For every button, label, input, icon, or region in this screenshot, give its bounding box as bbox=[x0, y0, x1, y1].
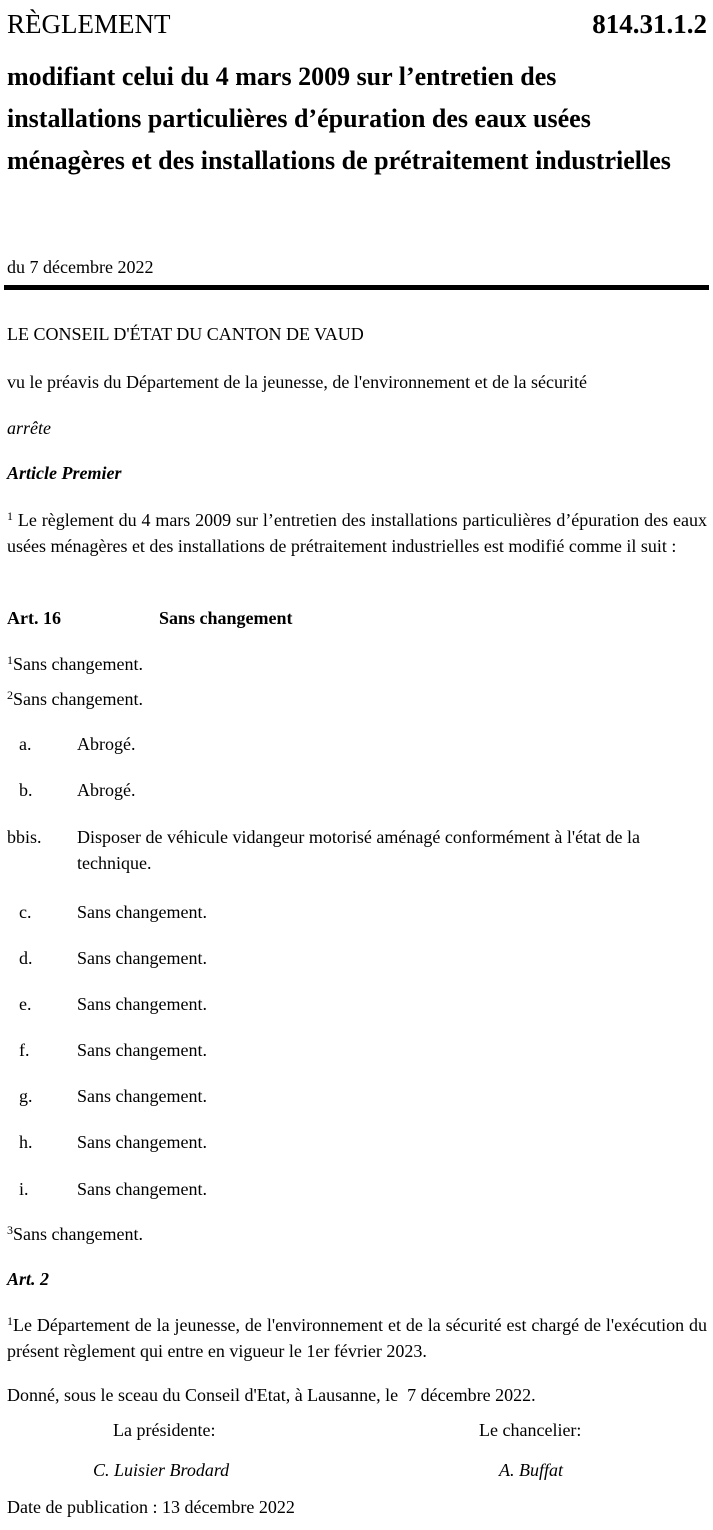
paragraph-number: 1 bbox=[7, 509, 13, 523]
signature-right-role: Le chancelier: bbox=[479, 1420, 582, 1440]
list-item-text: Disposer de véhicule vidangeur motorisé aménagé conformément à l'état de la technique. bbox=[77, 827, 641, 873]
article-premier-text: Le règlement du 4 mars 2009 sur l’entretien des installations particulières d’épuration des eaux usées ménagères et des installations de prétraitement industrielles est modifié comme il suit : bbox=[7, 510, 707, 556]
list-item-text: Sans changement. bbox=[77, 1132, 207, 1152]
paragraph-number: 3 bbox=[7, 1223, 13, 1237]
list-item-text: Sans changement. bbox=[77, 1040, 207, 1060]
signature-right-name: A. Buffat bbox=[499, 1460, 563, 1480]
paragraph-number: 1 bbox=[7, 653, 13, 667]
authority: LE CONSEIL D'ÉTAT DU CANTON DE VAUD bbox=[7, 324, 364, 344]
list-item-label: c. bbox=[19, 902, 32, 922]
art16-al1-text: Sans changement. bbox=[13, 654, 143, 674]
given-statement: Donné, sous le sceau du Conseil d'Etat, à Lausanne, le 7 décembre 2022. bbox=[7, 1385, 536, 1405]
list-item-bbis bbox=[7, 824, 707, 876]
art16-al1 bbox=[7, 652, 143, 676]
paragraph-number: 1 bbox=[7, 1314, 13, 1328]
art16-subtitle: Sans changement bbox=[159, 608, 293, 628]
list-item-text: Sans changement. bbox=[77, 1179, 207, 1199]
document-kind: RÈGLEMENT bbox=[7, 9, 171, 39]
list-item-label: f. bbox=[19, 1040, 30, 1060]
list-item-label: d. bbox=[19, 948, 33, 968]
list-item-text: Sans changement. bbox=[77, 948, 207, 968]
signature-left-role: La présidente: bbox=[113, 1420, 216, 1440]
art16-al3-text: Sans changement. bbox=[13, 1224, 143, 1244]
document-date: du 7 décembre 2022 bbox=[7, 257, 154, 277]
art16-al2 bbox=[7, 687, 143, 711]
paragraph-number: 2 bbox=[7, 688, 13, 702]
art2-heading: Art. 2 bbox=[7, 1269, 50, 1289]
list-item-text: Sans changement. bbox=[77, 994, 207, 1014]
header-divider bbox=[4, 285, 709, 290]
arrete: arrête bbox=[7, 418, 51, 438]
publication-date: Date de publication : 13 décembre 2022 bbox=[7, 1497, 295, 1517]
art16-al3 bbox=[7, 1222, 143, 1246]
list-item-label: e. bbox=[19, 994, 32, 1014]
article-premier-heading: Article Premier bbox=[7, 463, 122, 483]
document-title: modifiant celui du 4 mars 2009 sur l’entretien des installations particulières d’épuration des eaux usées ménagères et des installations de prétraitement industrielles bbox=[7, 62, 671, 175]
list-item-label: i. bbox=[19, 1179, 29, 1199]
list-item-label: bbis. bbox=[7, 827, 42, 847]
art16-al2-text: Sans changement. bbox=[13, 689, 143, 709]
signature-left-name: C. Luisier Brodard bbox=[93, 1460, 230, 1480]
preavis: vu le préavis du Département de la jeunesse, de l'environnement et de la sécurité bbox=[7, 372, 588, 392]
list-item-text: Abrogé. bbox=[77, 734, 136, 754]
list-item-text: Sans changement. bbox=[77, 902, 207, 922]
document-number: 814.31.1.2 bbox=[592, 9, 707, 39]
list-item-text: Sans changement. bbox=[77, 1086, 207, 1106]
list-item-label: h. bbox=[19, 1132, 33, 1152]
list-item-label: a. bbox=[19, 734, 32, 754]
art2-text: Le Département de la jeunesse, de l'environnement et de la sécurité est chargé de l'exécution du présent règlement qui entre en vigueur le 1er février 2023. bbox=[7, 1315, 707, 1361]
list-item-label: g. bbox=[19, 1086, 33, 1106]
article-premier-paragraph bbox=[7, 507, 707, 559]
document-header bbox=[7, 4, 707, 44]
list-item-text: Abrogé. bbox=[77, 780, 136, 800]
art16-label: Art. 16 bbox=[7, 608, 61, 628]
list-item-label: b. bbox=[19, 780, 33, 800]
art2-paragraph bbox=[7, 1312, 707, 1364]
